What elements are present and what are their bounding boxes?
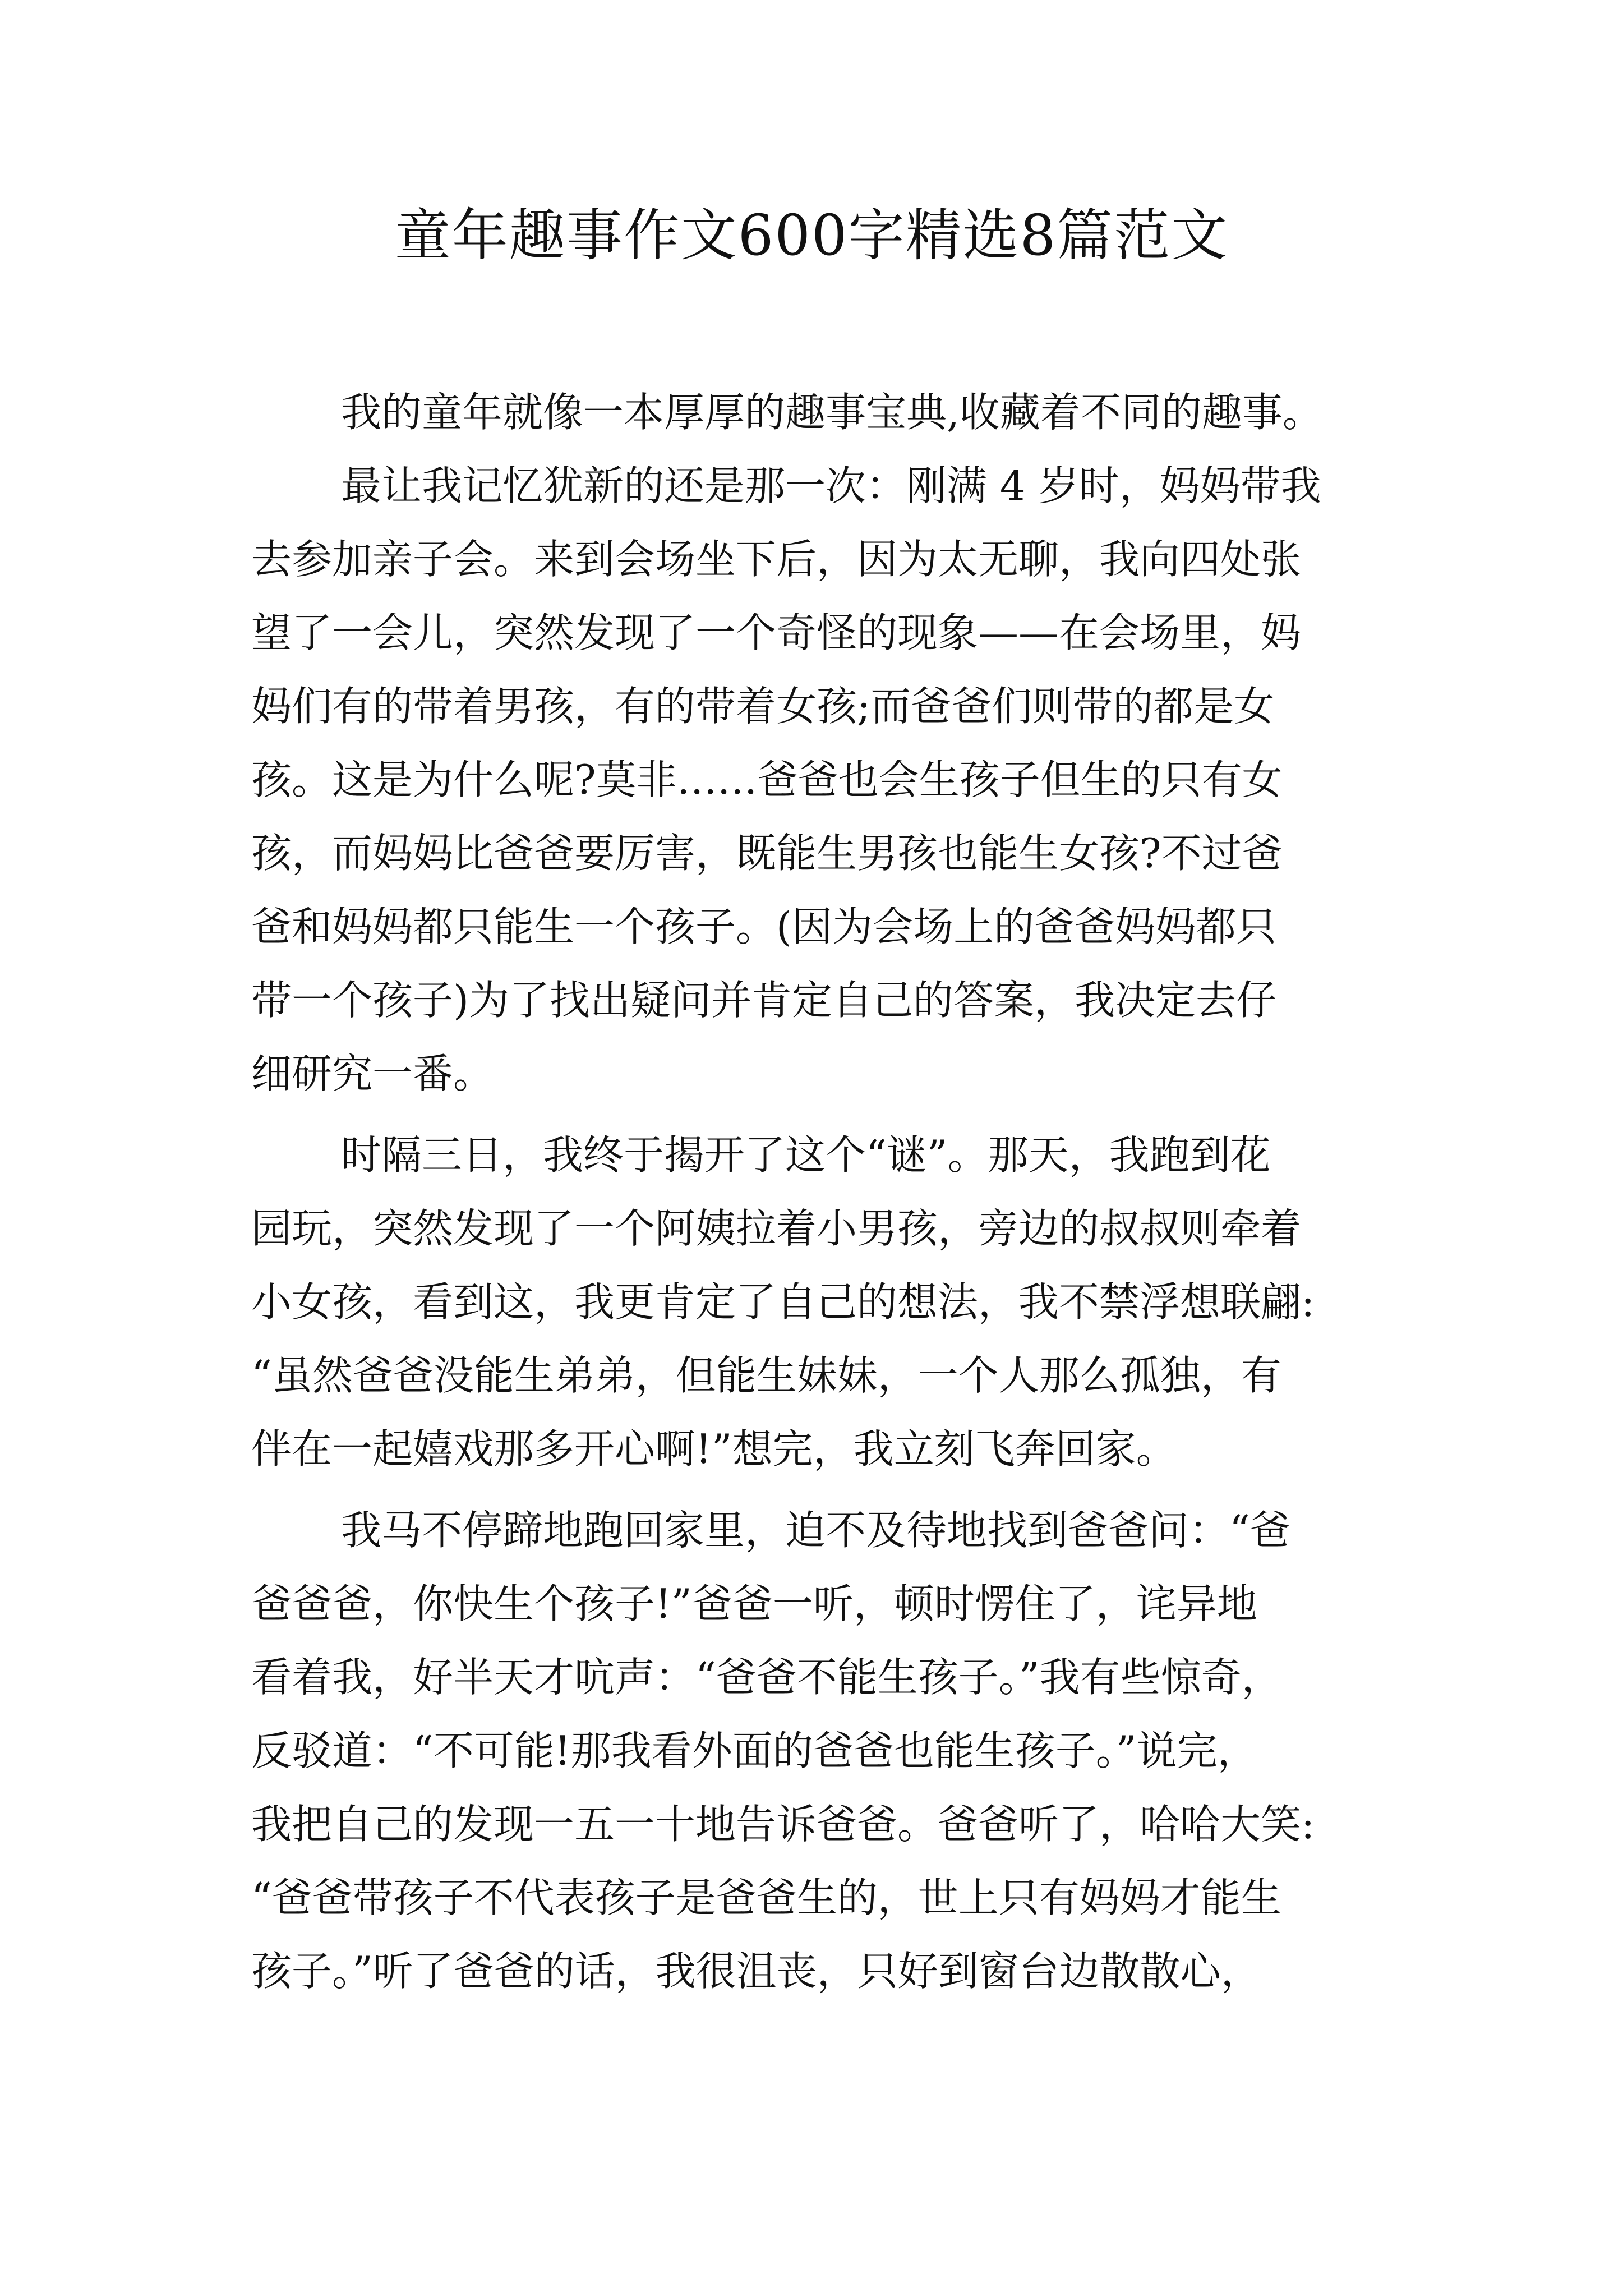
paragraph-line: 小女孩，看到这，我更肯定了自己的想法，我不禁浮想联翩: bbox=[251, 1278, 1315, 1326]
paragraph-line: 园玩，突然发现了一个阿姨拉着小男孩，旁边的叔叔则牵着 bbox=[251, 1205, 1302, 1252]
paragraph-line: 细研究一番。 bbox=[251, 1050, 494, 1097]
document-title: 童年趣事作文600字精选8篇范文 bbox=[394, 203, 1229, 268]
paragraph-line: 孩。这是为什么呢?莫非……爸爸也会生孩子但生的只有女 bbox=[251, 756, 1283, 803]
paragraph-line: 爸爸爸，你快生个孩子!”爸爸一听，顿时愣住了，诧异地 bbox=[251, 1580, 1257, 1627]
paragraph-line: 望了一会儿，突然发现了一个奇怪的现象——在会场里，妈 bbox=[251, 609, 1302, 656]
paragraph-line: 爸和妈妈都只能生一个孩子。(因为会场上的爸爸妈妈都只 bbox=[251, 903, 1277, 950]
paragraph-line: 伴在一起嬉戏那多开心啊!”想完，我立刻飞奔回家。 bbox=[251, 1425, 1177, 1473]
paragraph-line: 孩子。”听了爸爸的话，我很沮丧，只好到窗台边散散心， bbox=[251, 1948, 1261, 1995]
paragraph-line: 去参加亲子会。来到会场坐下后，因为太无聊，我向四处张 bbox=[251, 536, 1302, 583]
document-body bbox=[251, 376, 1401, 2008]
paragraph-line: 我把自己的发现一五一十地告诉爸爸。爸爸听了，哈哈大笑: bbox=[251, 1801, 1315, 1848]
paragraph-line: 时隔三日，我终于揭开了这个“谜”。那天，我跑到花 bbox=[341, 1131, 1271, 1179]
paragraph-line: 我马不停蹄地跑回家里，迫不及待地找到爸爸问：“爸 bbox=[341, 1507, 1290, 1554]
paragraph-line: 带一个孩子)为了找出疑问并肯定自己的答案，我决定去仔 bbox=[251, 977, 1277, 1024]
paragraph-line: 最让我记忆犹新的还是那一次：刚满 4 岁时，妈妈带我 bbox=[341, 462, 1321, 509]
paragraph-line: 孩，而妈妈比爸爸要厉害，既能生男孩也能生女孩?不过爸 bbox=[251, 830, 1283, 877]
paragraph-line: 看着我，好半天才吭声：“爸爸不能生孩子。”我有些惊奇， bbox=[251, 1654, 1282, 1701]
paragraph-line: “虽然爸爸没能生弟弟，但能生妹妹，一个人那么孤独，有 bbox=[251, 1352, 1281, 1399]
paragraph-line: “爸爸带孩子不代表孩子是爸爸生的，世上只有妈妈才能生 bbox=[251, 1874, 1281, 1921]
paragraph-line: 反驳道：“不可能!那我看外面的爸爸也能生孩子。”说完， bbox=[251, 1727, 1258, 1774]
paragraph-line: 我的童年就像一本厚厚的趣事宝典,收藏着不同的趣事。 bbox=[341, 389, 1323, 436]
paragraph-line: 妈们有的带着男孩，有的带着女孩;而爸爸们则带的都是女 bbox=[251, 683, 1275, 730]
